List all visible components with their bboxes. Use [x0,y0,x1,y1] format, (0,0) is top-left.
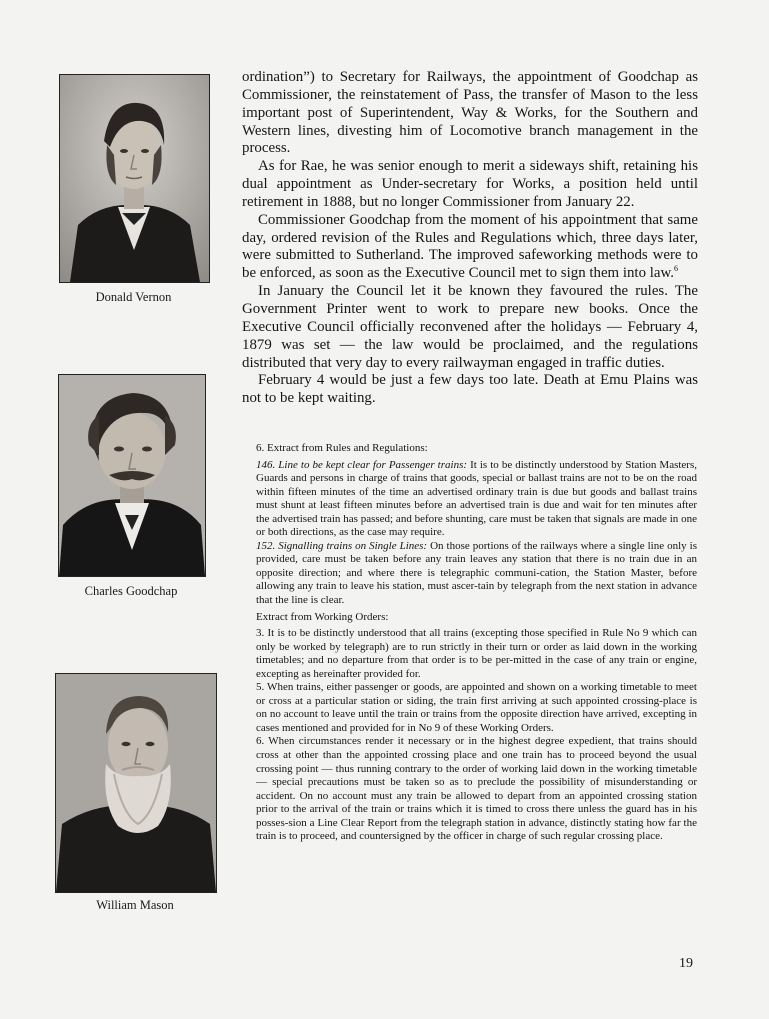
working-orders-heading: Extract from Working Orders: [256,610,389,623]
footnote-section [256,442,697,844]
portrait-photo-icon [59,375,205,576]
paragraph: In January the Council let it be known they favoured the rules. The Government Printer went to work to prepare new books. Once the Executive Council officially reconvened after the holidays — February 4, 1879 was set — the law would be proclaimed, and the regulations distributed that very day to every railwayman engaged in traffic duties. [242,283,698,371]
portrait-william-mason [55,673,217,893]
footnote-heading: 6. Extract from Rules and Regulations: [256,442,428,454]
paragraph: As for Rae, he was senior enough to merit a sideways shift, retaining his dual appointment as Under-secretary for Works, a position held until retirement in 1888, but no longer Commissioner from January 22. [242,158,698,210]
portrait-caption: William Mason [96,898,174,912]
main-text [242,69,698,408]
working-order-6: 6. When circumstances render it necessary or in the highest degree expedient, that trains should cross at other than the appointed crossing place and one train has to proceed beyond the usual crossing point — thus running contrary to the order of working laid down in the working timetable — special precautions must be taken so as to preclude the possibility of misunderstanding or accident. On no account must any train be allowed to depart from an appointed crossing station prior to the arrival of the train or trains which it is timed to cross there unless the guard has in his posses-sion a Line Clear Report from the telegraph station in advance, distinctly stating how far the train is to proceed, and countersigned by the officer in charge of such regular crossing place. [256,735,697,843]
portrait-caption: Charles Goodchap [84,584,178,598]
footnote-marker: 6 [674,264,678,274]
working-order-5: 5. When trains, either passenger or goods, are appointed and shown on a working timetable to meet or cross at a particular station or siding, the train first arriving at such appointed crossing-place is on no account to leave until the train or trains from the opposite direction have arrived, excepting in cases mentioned and provided for in No 9 of these Working Orders. [256,681,697,734]
rule-title: 152. Signalling trains on Single Lines: [256,539,428,552]
portrait-caption: Donald Vernon [95,290,172,304]
working-order-3: 3. It is to be distinctly understood that all trains (excepting those specified in Rule No 9 which can only be worked by telegraph) are to run strictly in their turn or order as laid down in the working timetables; and no departure from that order is to be per-mitted in the case of any train or engine, excepting as hereinafter provided for. [256,627,697,680]
paragraph [242,212,698,283]
rule-146 [256,459,697,540]
paragraph: February 4 would be just a few days too late. Death at Emu Plains was not to be kept waiting. [242,372,698,407]
rule-152 [256,540,697,608]
paragraph-text: Commissioner Goodchap from the moment of his appointment that same day, ordered revision of the Rules and Regulations which, three days later, were submitted to Sutherland. The improved safeworking methods were to be enforced, as soon as the Executive Council met to sign them into law. [242,211,698,282]
rule-text: It is to be distinctly understood by Station Masters, Guards and persons in charge of trains that goods, special or ballast trains are not to be on the road within fifteen minutes of the time an advertised ordinary train is due but goods and ballast trains must shunt at least fifteen minutes before an advertised train is due and wait for ten minutes after the advertised train has passed; and before shunting, care must be taken that signals are made in one or both directions, as the case may require. [256,458,697,539]
portrait-photo-icon [56,674,216,892]
rule-title: 146. Line to be kept clear for Passenger trains: [256,458,468,471]
rule-text: On those portions of the railways where a single line only is provided, care must be taken before any train leaves any station that there is no train due in an opposite direction; and where there is telegraphic communi-cation, the Station Master, before allowing any train to leave his station, must ascer-tain by telegraph from the next station in advance that the line is clear. [256,539,697,607]
portrait-charles-goodchap [58,374,206,577]
page-number: 19 [679,956,693,971]
portrait-donald-vernon [59,74,210,283]
portrait-photo-icon [60,75,209,282]
paragraph: ordination”) to Secretary for Railways, the appointment of Goodchap as Commissioner, the reinstatement of Pass, the transfer of Mason to the less important post of Superintendent, Way & Works, for the Southern and Western lines, divesting him of Locomotive branch management in the process. [242,69,698,157]
